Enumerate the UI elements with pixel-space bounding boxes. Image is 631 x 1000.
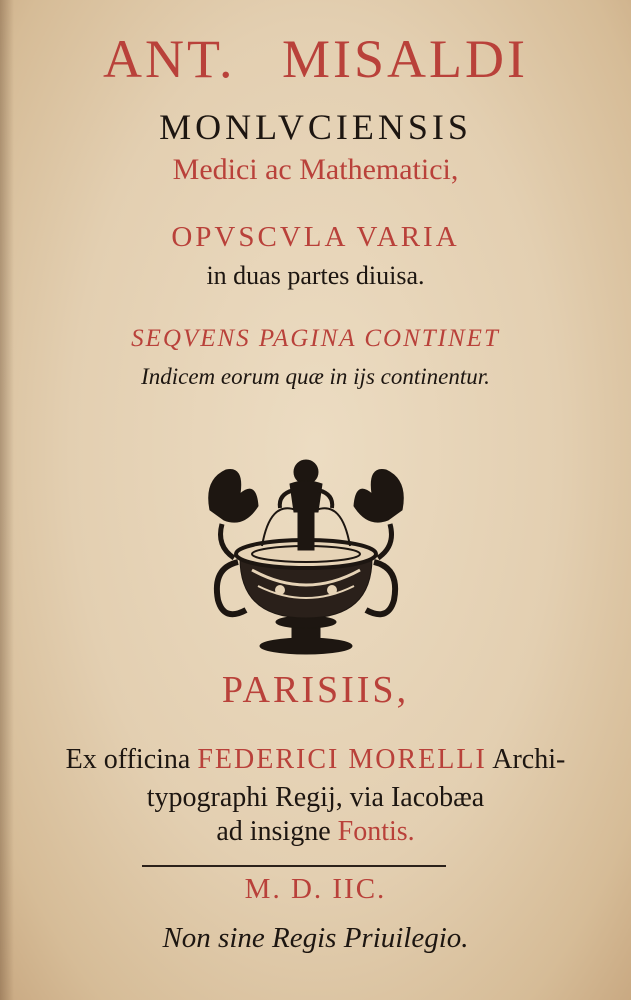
imprint-place: PARISIIS, — [221, 669, 410, 711]
author-origin: MONLVCIENSIS — [159, 107, 472, 147]
work-title: OPVSCVLA VARIA — [171, 221, 460, 253]
work-subtitle: in duas partes diuisa. — [206, 261, 425, 290]
author-name: ANT. MISALDI — [103, 29, 528, 89]
imprint-prefix: Ex officina — [65, 744, 191, 775]
imprint-line3-prefix: ad insigne — [216, 816, 331, 847]
imprint-sign: Fontis. — [337, 816, 415, 847]
imprint-printer: FEDERICI MORELLI — [197, 744, 487, 775]
page-edge-shadow — [0, 0, 14, 1000]
imprint-line2: typographi Regij, via Iacobæa — [146, 782, 485, 813]
imprint-line1 — [0, 744, 631, 776]
imprint-line3 — [0, 816, 631, 848]
author-profession: Medici ac Mathematici, — [172, 153, 459, 186]
contents-note: SEQVENS PAGINA CONTINET — [131, 325, 500, 352]
fountain-icon — [200, 450, 412, 658]
royal-privilege: Non sine Regis Priuilegio. — [162, 922, 469, 954]
contents-note-line2: Indicem eorum quæ in ijs continentur. — [141, 364, 490, 389]
imprint-suffix: Archi- — [492, 744, 566, 775]
divider-rule — [142, 865, 446, 867]
publication-date: M. D. IIC. — [244, 873, 387, 905]
